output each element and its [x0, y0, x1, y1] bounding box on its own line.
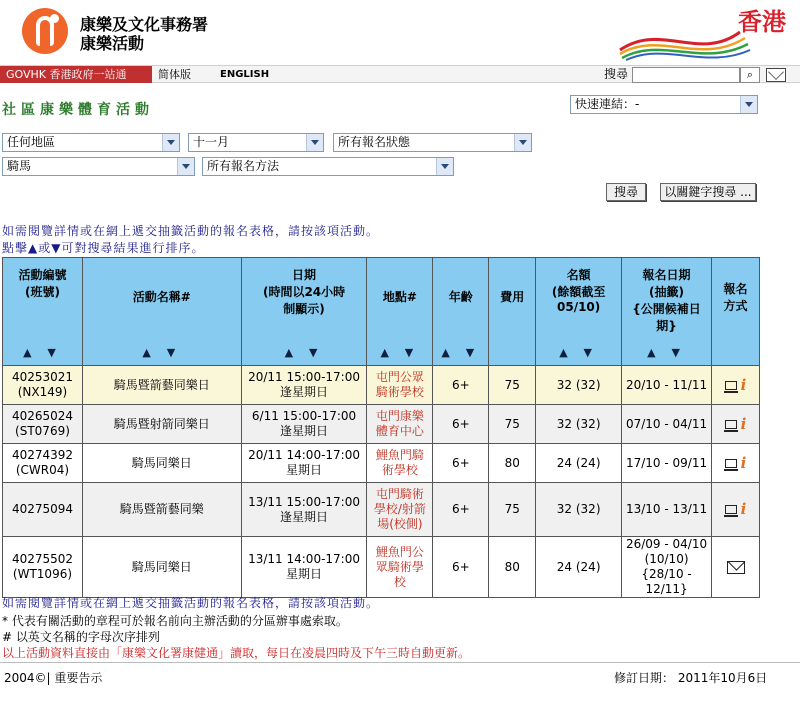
month-value: 十一月 — [193, 135, 230, 149]
cell-venue — [367, 537, 433, 598]
district-select[interactable] — [2, 133, 180, 152]
magnifier-icon: ⌕ — [746, 68, 754, 81]
footer-instruction-note: 如需閱覽詳情或在網上遞交抽籤活動的報名表格，請按該項活動。 — [2, 596, 380, 610]
age-requirement: 6+ — [451, 502, 470, 516]
fee: 80 — [504, 455, 520, 470]
lcsd-logo-icon[interactable] — [22, 8, 68, 54]
activity-weekday: 逢星期日 — [280, 509, 329, 524]
cell-quota — [536, 366, 622, 405]
site-search-input[interactable] — [632, 67, 740, 83]
gov-bar — [0, 65, 800, 83]
instruction-note: 如需閱覽詳情或在網上遞交抽籤活動的報名表格，請按該項活動。 — [2, 224, 380, 238]
quota: 32 (32) — [556, 377, 601, 392]
col-header-venue — [367, 258, 433, 366]
info-icon[interactable]: i — [740, 375, 747, 394]
activity-datetime: 6/11 15:00-17:00 — [251, 409, 357, 423]
quick-link-value: 快速連結：- — [575, 97, 640, 111]
table-row[interactable] — [3, 366, 760, 405]
enrolment-dates: 26/09 - 04/10 (10/10) {28/10 - 12/11} — [625, 537, 708, 596]
activity-select[interactable] — [2, 157, 195, 176]
cell-code — [3, 444, 83, 483]
contact-mail-icon[interactable] — [766, 68, 786, 82]
fee: 75 — [504, 502, 520, 516]
computer-icon[interactable] — [725, 381, 737, 390]
cell-venue — [367, 483, 433, 537]
cell-enrol — [622, 366, 712, 405]
cell-fee — [489, 405, 536, 444]
class-code: (NX149) — [17, 385, 68, 399]
cell-name — [82, 444, 241, 483]
brand-hong-kong-text: 香港 — [738, 7, 786, 36]
cell-name — [82, 483, 241, 537]
quota: 24 (24) — [556, 559, 601, 574]
site-header — [0, 0, 800, 65]
method-select[interactable] — [202, 157, 454, 176]
col-header-method-label: 報名 方式 — [723, 282, 748, 313]
col-header-enrol-date-label: 報名日期 (抽籤) {公開候補日 期} — [632, 268, 701, 333]
info-icon[interactable]: i — [740, 453, 747, 472]
computer-icon[interactable] — [725, 505, 737, 514]
cell-code — [3, 537, 83, 598]
cell-fee — [489, 444, 536, 483]
district-value: 任何地區 — [7, 135, 56, 149]
simplified-chinese-link[interactable]: 简体版 — [158, 68, 191, 81]
table-row[interactable] — [3, 405, 760, 444]
sort-arrows-icon[interactable]: ▲ ▼ — [23, 346, 62, 359]
cell-age — [433, 366, 489, 405]
age-requirement: 6+ — [451, 377, 470, 392]
english-link[interactable]: ENGLISH — [220, 69, 270, 80]
status-select[interactable] — [333, 133, 532, 152]
col-header-date-label: 日期 (時間以24小時 制顯示) — [262, 268, 346, 316]
cell-age — [433, 537, 489, 598]
keyword-search-button[interactable]: 以關鍵字搜尋 ... — [660, 183, 756, 201]
activity-weekday: 星期日 — [286, 463, 323, 477]
cell-fee — [489, 483, 536, 537]
col-header-code — [3, 258, 83, 366]
quick-link-select[interactable] — [570, 95, 758, 114]
cell-date — [241, 537, 367, 598]
sort-arrows-icon[interactable]: ▲ ▼ — [559, 346, 599, 359]
cell-age — [433, 405, 489, 444]
enrolment-dates: 17/10 - 09/11 — [625, 455, 708, 470]
cell-method — [712, 366, 760, 405]
cell-method — [712, 483, 760, 537]
col-header-name — [82, 258, 241, 366]
venue-link[interactable]: 鯉魚門公 眾騎術學 校 — [375, 544, 424, 589]
quota: 32 (32) — [556, 416, 601, 431]
cell-age — [433, 483, 489, 537]
cell-date — [241, 483, 367, 537]
data-update-note: 以上活動資料直接由「康樂文化署康健通」讀取，每日在凌晨四時及下午三時自動更新。 — [2, 646, 471, 660]
table-row[interactable] — [3, 483, 760, 537]
cell-code — [3, 366, 83, 405]
table-row[interactable] — [3, 444, 760, 483]
cell-date — [241, 405, 367, 444]
col-header-fee — [489, 258, 536, 366]
activity-name-link[interactable]: 騎馬同樂日 — [131, 559, 192, 574]
rules-note: * 代表有關活動的章程可於報名前向主辦活動的分區辦事處索取。 — [2, 614, 348, 628]
fee: 75 — [504, 416, 520, 431]
cell-enrol — [622, 483, 712, 537]
activity-weekday: 星期日 — [286, 567, 323, 581]
page-title: 社區康樂體育活動 — [2, 102, 154, 118]
activity-name-link[interactable]: 騎馬暨箭藝同樂日 — [113, 377, 210, 392]
revision-date: 修訂日期： 2011年10月6日 — [614, 671, 768, 685]
cell-enrol — [622, 405, 712, 444]
sort-arrows-icon[interactable]: ▲ ▼ — [380, 346, 420, 359]
fee: 80 — [504, 559, 520, 574]
results-table — [2, 257, 760, 598]
site-search-label: 搜尋 — [604, 67, 629, 81]
chevron-down-icon — [514, 134, 531, 151]
venue-link[interactable]: 鯉魚門騎 術學校 — [375, 448, 424, 477]
cell-fee — [489, 366, 536, 405]
cell-date — [241, 366, 367, 405]
cell-name — [82, 405, 241, 444]
cell-quota — [536, 405, 622, 444]
activity-weekday: 逢星期日 — [280, 424, 329, 438]
activity-code[interactable]: 40265024 — [11, 409, 74, 423]
activity-code[interactable]: 40274392 — [11, 448, 74, 462]
cell-fee — [489, 537, 536, 598]
col-header-date — [241, 258, 367, 366]
chevron-down-icon — [162, 134, 179, 151]
info-icon[interactable]: i — [740, 414, 747, 433]
search-go-button[interactable] — [740, 67, 760, 83]
chevron-down-icon — [177, 158, 194, 175]
chevron-down-icon — [740, 96, 757, 113]
cell-name — [82, 366, 241, 405]
venue-link[interactable]: 屯門公眾 騎術學校 — [375, 370, 424, 399]
venue-link[interactable]: 屯門騎術 學校/射箭 場(校側) — [373, 487, 426, 531]
activity-code[interactable]: 40275094 — [11, 502, 74, 516]
cell-quota — [536, 537, 622, 598]
chevron-down-icon — [436, 158, 453, 175]
mail-icon[interactable] — [727, 561, 745, 574]
activity-datetime: 13/11 14:00-17:00 — [248, 552, 360, 566]
col-header-age-label: 年齡 — [448, 290, 473, 304]
computer-icon[interactable] — [725, 420, 737, 429]
activity-name-link[interactable]: 騎馬同樂日 — [131, 455, 192, 470]
cell-venue — [367, 405, 433, 444]
department-name: 康樂及文化事務署 — [80, 15, 209, 34]
sort-arrows-icon[interactable]: ▲ ▼ — [647, 346, 686, 359]
activity-name-link[interactable]: 騎馬暨射箭同樂日 — [113, 416, 210, 431]
cell-code — [3, 483, 83, 537]
cell-enrol — [622, 444, 712, 483]
activity-code[interactable]: 40275502 — [11, 552, 74, 566]
quota: 24 (24) — [556, 455, 601, 470]
cell-age — [433, 444, 489, 483]
table-row[interactable] — [3, 537, 760, 598]
activity-datetime: 13/11 15:00-17:00 — [248, 494, 360, 509]
activity-name-link[interactable]: 騎馬暨箭藝同樂 — [119, 502, 204, 516]
quota: 32 (32) — [556, 502, 601, 516]
cell-enrol — [622, 537, 712, 598]
enrolment-dates: 13/10 - 13/11 — [625, 502, 708, 516]
activity-datetime: 20/11 14:00-17:00 — [248, 448, 360, 462]
sort-arrows-icon[interactable]: ▲ ▼ — [284, 346, 324, 359]
col-header-name-label: 活動名稱# — [132, 290, 191, 304]
class-code: (CWR04) — [15, 463, 70, 477]
cell-quota — [536, 444, 622, 483]
col-header-code-label: 活動編號 (班號) — [18, 268, 67, 299]
alphabetical-note: # 以英文名稱的字母次序排列 — [2, 630, 160, 644]
cell-name — [82, 537, 241, 598]
col-header-quota — [536, 258, 622, 366]
status-value: 所有報名狀態 — [338, 135, 411, 149]
age-requirement: 6+ — [451, 455, 470, 470]
activity-value: 騎馬 — [7, 159, 32, 173]
month-select[interactable] — [188, 133, 324, 152]
chevron-down-icon — [306, 134, 323, 151]
activity-datetime: 20/11 15:00-17:00 — [248, 370, 360, 384]
copyright-important-notices-link[interactable]: 2004©| 重要告示 — [4, 671, 103, 685]
sort-arrows-icon[interactable]: ▲ ▼ — [441, 346, 481, 359]
fee: 75 — [504, 377, 520, 392]
search-button[interactable]: 搜尋 — [606, 183, 646, 201]
cell-method — [712, 444, 760, 483]
class-code: (WT1096) — [12, 567, 73, 581]
cell-method — [712, 537, 760, 598]
class-code: (ST0769) — [15, 424, 70, 438]
cell-venue — [367, 444, 433, 483]
col-header-enrol-date — [622, 258, 712, 366]
col-header-age — [433, 258, 489, 366]
activity-weekday: 逢星期日 — [280, 385, 329, 399]
computer-icon[interactable] — [725, 459, 737, 468]
cell-code — [3, 405, 83, 444]
govhk-link[interactable]: GOVHK 香港政府一站通 — [0, 66, 152, 83]
col-header-method — [712, 258, 760, 366]
cell-quota — [536, 483, 622, 537]
age-requirement: 6+ — [451, 416, 470, 431]
enrolment-dates: 20/10 - 11/11 — [625, 377, 708, 392]
activity-code[interactable]: 40253021 — [11, 370, 74, 384]
method-value: 所有報名方法 — [207, 159, 280, 173]
info-icon[interactable]: i — [740, 500, 747, 518]
col-header-fee-label: 費用 — [500, 290, 525, 304]
cell-date — [241, 444, 367, 483]
cell-venue — [367, 366, 433, 405]
footer-divider — [0, 662, 800, 663]
col-header-venue-label: 地點# — [382, 290, 417, 304]
cell-method — [712, 405, 760, 444]
department-subtitle: 康樂活動 — [80, 34, 145, 53]
sort-instruction-note: 點擊▲或▼可對搜尋結果進行排序。 — [2, 241, 205, 255]
age-requirement: 6+ — [451, 559, 470, 574]
col-header-quota-label: 名額 (餘額截至 05/10) — [551, 268, 606, 314]
enrolment-dates: 07/10 - 04/11 — [625, 416, 708, 431]
venue-link[interactable]: 屯門康樂 體育中心 — [375, 409, 424, 438]
sort-arrows-icon[interactable]: ▲ ▼ — [142, 346, 182, 359]
